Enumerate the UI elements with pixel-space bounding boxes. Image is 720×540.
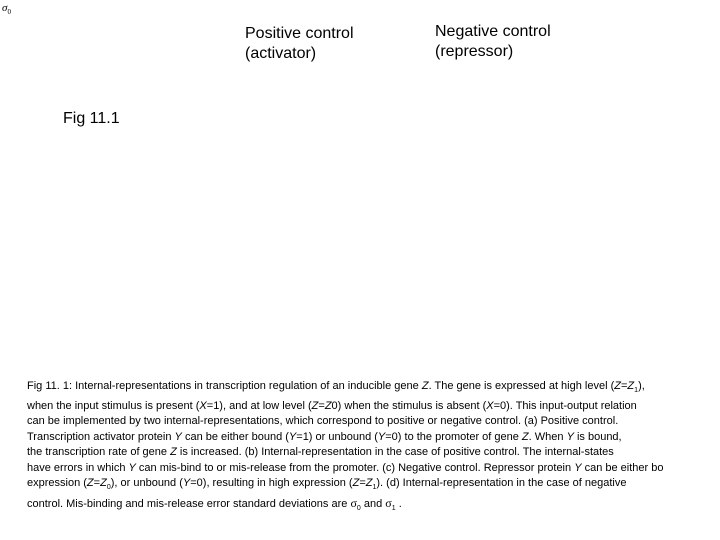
sigma-symbol: σ bbox=[350, 495, 357, 510]
sigma-zero-symbol: $\sigma_0$ bbox=[2, 2, 11, 17]
figure-label: Fig 11.1 bbox=[63, 110, 120, 127]
caption-line: can be implemented by two internal-representations, which correspond to positive or negative control. (a) Positive control. bbox=[27, 415, 619, 428]
caption-line: Fig 11. 1: Internal-representations in transcription regulation of an inducible gene Z. The gene is expressed at high level $(Z=Z_1)$, bbox=[27, 380, 645, 395]
caption-line: control. Mis-binding and mis-release error standard deviations are $\sigma_0$ and $\sigma_1$ . bbox=[27, 495, 402, 513]
negative-control-title: Negative control bbox=[435, 23, 551, 40]
caption-line: the transcription rate of gene Z is increased. (b) Internal-representation in the case of positive control. The internal-states bbox=[27, 446, 614, 459]
caption-line: Transcription activator protein Y can be either bound (Y=1) or unbound (Y=0) to the promoter of gene Z. When Y is bound, bbox=[27, 430, 622, 443]
positive-control-title: Positive control bbox=[245, 25, 354, 42]
figure-caption bbox=[27, 379, 720, 517]
caption-line: expression $(Z=Z_0)$, or unbound (Y=0), resulting in high expression $(Z=Z_1)$. (d) Internal-representation in the case of negative bbox=[27, 477, 627, 492]
sigma-symbol: σ bbox=[385, 495, 392, 510]
negative-control-heading bbox=[435, 22, 551, 62]
positive-control-subtitle: (activator) bbox=[245, 45, 317, 62]
positive-control-heading bbox=[245, 24, 354, 64]
caption-line: when the input stimulus is present (X=1), and at low level (Z=Z0) when the stimulus is absent (X=0). This input-output relation bbox=[27, 399, 637, 412]
caption-line: have errors in which Y can mis-bind to or mis-release from the promoter. (c) Negative control. Repressor protein Y can be either bo bbox=[27, 461, 664, 474]
negative-control-subtitle: (repressor) bbox=[435, 43, 514, 60]
